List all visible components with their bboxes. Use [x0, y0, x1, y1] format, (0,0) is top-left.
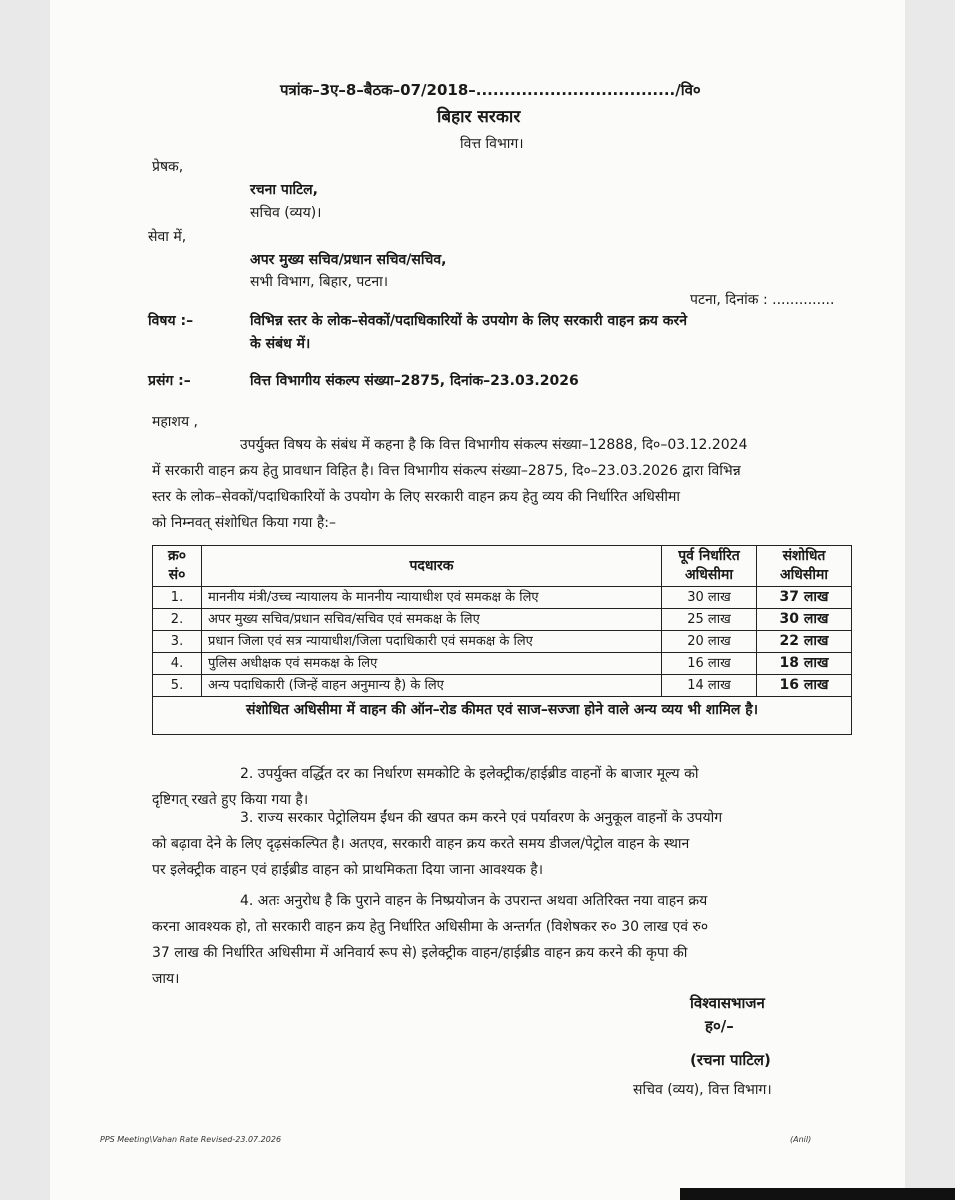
reference-label: प्रसंग :– — [148, 373, 191, 389]
scan-edge — [680, 1188, 955, 1200]
letter-reference-number: पत्रांक–3ए–8–बैठक–07/2018–.................................../वि० — [280, 81, 701, 99]
table-row — [153, 675, 852, 697]
place-date: पटना, दिनांक : .............. — [690, 292, 835, 308]
row-post: माननीय मंत्री/उच्च न्यायालय के माननीय न्यायाधीश एवं समकक्ष के लिए — [202, 587, 662, 609]
subject-label: विषय :– — [148, 313, 194, 329]
row-post: प्रधान जिला एवं सत्र न्यायाधीश/जिला पदाधिकारी एवं समकक्ष के लिए — [202, 631, 662, 653]
row-old-limit: 14 लाख — [662, 675, 757, 697]
row-sno: 4. — [153, 653, 202, 675]
subject-line1: विभिन्न स्तर के लोक–सेवकों/पदाधिकारियों के उपयोग के लिए सरकारी वाहन क्रय करने — [250, 313, 687, 329]
col-header-old-limit: पूर्व निर्धारित अधिसीमा — [662, 546, 757, 587]
table-row — [153, 587, 852, 609]
sender-label: प्रेषक, — [152, 159, 184, 175]
table-row — [153, 631, 852, 653]
recipient-line2: सभी विभाग, बिहार, पटना। — [250, 274, 389, 290]
para3-line3: पर इलेक्ट्रीक वाहन एवं हाईब्रीड वाहन को प्राथमिकता दिया जाना आवश्यक है। — [152, 862, 543, 878]
row-sno: 2. — [153, 609, 202, 631]
para1-line1: उपर्युक्त विषय के संबंध में कहना है कि वित्त विभागीय संकल्प संख्या–12888, दि०–03.12.2024 — [240, 437, 748, 453]
government-name: बिहार सरकार — [437, 107, 521, 127]
para1-line4: को निम्नवत् संशोधित किया गया है:– — [152, 515, 337, 531]
row-post: पुलिस अधीक्षक एवं समकक्ष के लिए — [202, 653, 662, 675]
department-name: वित्त विभाग। — [460, 136, 524, 152]
para3-line2: को बढ़ावा देने के लिए दृढ़संकल्पित है। अतएव, सरकारी वाहन क्रय करते समय डीजल/पेट्रोल वाहन के स्थान — [152, 836, 690, 852]
row-old-limit: 30 लाख — [662, 587, 757, 609]
row-new-limit: 30 लाख — [757, 609, 852, 631]
para1-line3: स्तर के लोक–सेवकों/पदाधिकारियों के उपयोग के लिए सरकारी वाहन क्रय हेतु व्यय की निर्धारित अधिसीमा — [152, 489, 680, 505]
para2-line2: दृष्टिगत् रखते हुए किया गया है। — [152, 792, 309, 808]
para4-line1: 4. अतः अनुरोध है कि पुराने वाहन के निष्प्रयोजन के उपरान्त अथवा अतिरिक्त नया वाहन क्रय — [240, 893, 708, 909]
para4-line2: करना आवश्यक हो, तो सरकारी वाहन क्रय हेतु निर्धारित अधिसीमा के अन्तर्गत (विशेषकर रु० 30 लाख एवं रु० — [152, 919, 709, 935]
table-header-row — [153, 546, 852, 587]
salutation: महाशय , — [152, 414, 198, 430]
row-sno: 5. — [153, 675, 202, 697]
footer-initials: (Anil) — [790, 1135, 812, 1144]
row-old-limit: 25 लाख — [662, 609, 757, 631]
row-post: अपर मुख्य सचिव/प्रधान सचिव/सचिव एवं समकक्ष के लिए — [202, 609, 662, 631]
row-sno: 1. — [153, 587, 202, 609]
para3-line1: 3. राज्य सरकार पेट्रोलियम ईंधन की खपत कम करने एवं पर्यावरण के अनुकूल वाहनों के उपयोग — [240, 810, 723, 826]
row-new-limit: 22 लाख — [757, 631, 852, 653]
signatory-name: (रचना पाटिल) — [690, 1051, 771, 1069]
recipient-line1: अपर मुख्य सचिव/प्रधान सचिव/सचिव, — [250, 252, 447, 268]
table-note-row — [153, 697, 852, 735]
row-new-limit: 16 लाख — [757, 675, 852, 697]
row-old-limit: 16 लाख — [662, 653, 757, 675]
table-note: संशोधित अधिसीमा में वाहन की ऑन–रोड कीमत एवं साज–सज्जा होने वाले अन्य व्यय भी शामिल है। — [153, 697, 852, 735]
para2-line1: 2. उपर्युक्त वर्द्धित दर का निर्धारण समकोटि के इलेक्ट्रीक/हाईब्रीड वाहनों के बाजार मूल्य को — [240, 766, 699, 782]
col-header-post: पदधारक — [202, 546, 662, 587]
reference-text: वित्त विभागीय संकल्प संख्या–2875, दिनांक–23.03.2026 — [250, 373, 579, 389]
row-new-limit: 37 लाख — [757, 587, 852, 609]
vehicle-limit-table — [152, 545, 852, 735]
subject-line2: के संबंध में। — [250, 336, 311, 352]
table-row — [153, 609, 852, 631]
sender-name: रचना पाटिल, — [250, 182, 318, 198]
para4-line4: जाय। — [152, 971, 180, 987]
recipient-label: सेवा में, — [148, 229, 187, 245]
footer-file-path: PPS Meeting\Vahan Rate Revised-23.07.2026 — [100, 1135, 282, 1144]
row-post: अन्य पदाधिकारी (जिन्हें वाहन अनुमान्य है) के लिए — [202, 675, 662, 697]
col-header-sno: क्र० सं० — [153, 546, 202, 587]
closing-yours-faithfully: विश्वासभाजन — [690, 994, 765, 1012]
row-old-limit: 20 लाख — [662, 631, 757, 653]
sender-designation: सचिव (व्यय)। — [250, 205, 322, 221]
closing-signed: ह०/– — [705, 1017, 734, 1035]
signatory-designation: सचिव (व्यय), वित्त विभाग। — [633, 1082, 772, 1098]
row-sno: 3. — [153, 631, 202, 653]
row-new-limit: 18 लाख — [757, 653, 852, 675]
para1-line2: में सरकारी वाहन क्रय हेतु प्रावधान विहित है। वित्त विभागीय संकल्प संख्या–2875, दि०–23.03.2026 द्वारा विभिन्न — [152, 463, 741, 479]
col-header-new-limit: संशोधित अधिसीमा — [757, 546, 852, 587]
para4-line3: 37 लाख की निर्धारित अधिसीमा में अनिवार्य रूप से) इलेक्ट्रीक वाहन/हाईब्रीड वाहन क्रय करने की कृपा की — [152, 945, 688, 961]
table-row — [153, 653, 852, 675]
